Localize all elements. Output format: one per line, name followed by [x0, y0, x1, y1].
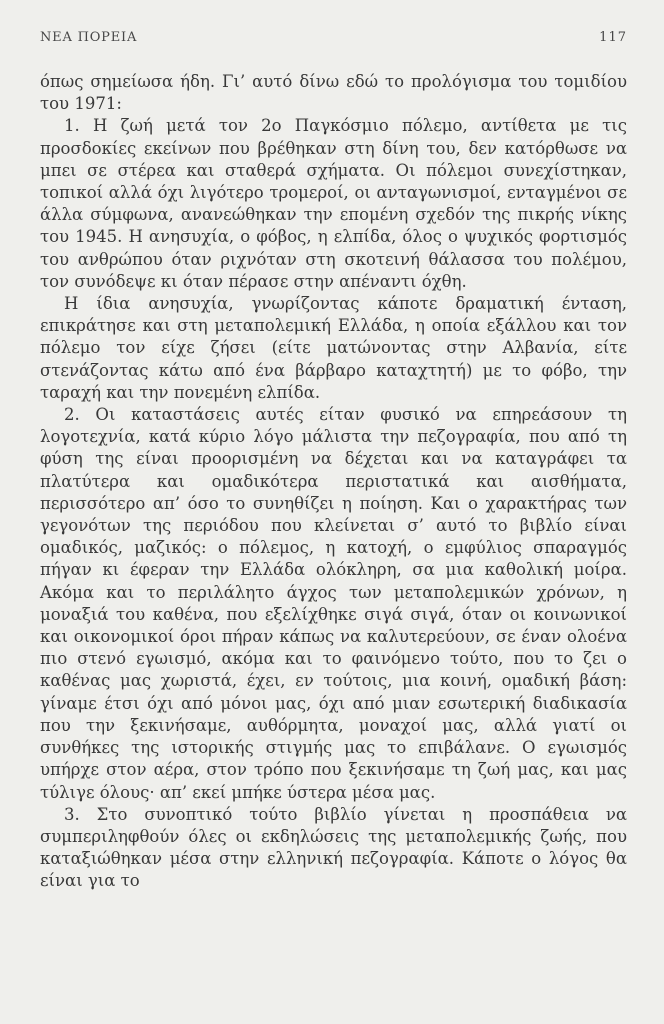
paragraph: Η ίδια ανησυχία, γνωρίζοντας κάποτε δραματική ένταση, επικράτησε και στη μεταπολεμική Ελλάδα, η οποία εξάλλου και τον πόλεμο τον είχε ζήσει (είτε ματώνοντας στην Αλβανία, είτε στενάζοντας κάτω από ένα βάρβαρο καταχτητή) με το φόβο, την ταραχή και την πονεμένη ελπίδα.: [40, 294, 627, 402]
running-head-journal-title: ΝΕΑ ΠΟΡΕΙΑ: [40, 30, 138, 45]
paragraph-numbered-1: 1. Η ζωή μετά τον 2ο Παγκόσμιο πόλεμο, αντίθετα με τις προσδοκίες εκείνων που βρέθηκαν στη δίνη του, δεν κατόρθωσε να μπει σε στέρεα και σταθερά σχήματα. Οι πόλεμοι συνεχίστηκαν, τοπικοί αλλά όχι λιγότερο τρομεροί, οι ανταγωνισμοί, ενταγμένοι σε άλλα σύμφωνα, ανανεώθηκαν την επομένη σχεδόν της πικρής νίκης του 1945. Η ανησυχία, ο φόβος, η ελπίδα, όλος ο ψυχικός φορτισμός του ανθρώπου όταν ριχνόταν στη σκοτεινή θάλασσα του πολέμου, τον συνόδεψε κι όταν πέρασε στην απέναντι όχθη.: [40, 116, 627, 291]
page-number: 117: [599, 30, 627, 45]
paragraph-continuation: όπως σημείωσα ήδη. Γι’ αυτό δίνω εδώ το προλόγισμα του τομιδίου του 1971:: [40, 72, 627, 114]
page-header: [40, 30, 627, 45]
paragraph-numbered-2: 2. Οι καταστάσεις αυτές είταν φυσικό να επηρεάσουν τη λογοτεχνία, κατά κύριο λόγο μάλιστα την πεζογραφία, που από τη φύση της είναι προορισμένη να δέχεται και να καταγράφει τα πλατύτερα και ομαδικότερα περιστατικά και αισθήματα, περισσότερο απ’ όσο το συνηθίζει η ποίηση. Και ο χαρακτήρας των γεγονότων της περιόδου που κλείνεται σ’ αυτό το βιβλίο είναι ομαδικός, μαζικός: ο πόλεμος, η κατοχή, ο εμφύλιος σπαραγμός πήγαν κι έφεραν την Ελλάδα ολόκληρη, σα μια καθολική μοίρα. Ακόμα και το περιλάλητο άγχος των μεταπολεμικών χρόνων, η μοναξιά του καθένα, που εξελίχθηκε σιγά σιγά, όταν οι κοινωνικοί και οικονομικοί όροι πήραν κάπως να καλυτερεύουν, σε έναν ολοένα πιο στενό εγωισμό, ακόμα και το φαινόμενο τούτο, που το ζει ο καθένας μας χωριστά, έχει, εν τούτοις, μια κοινή, ομαδική βάση: γίναμε έτσι όχι από μόνοι μας, όχι από μιαν εσωτερική διαδικασία που την ξεκινήσαμε, αυθόρμητα, μοναχοί μας, αλλά γιατί οι συνθήκες της ιστορικής στιγμής μας το επιβάλανε. Ο εγωισμός υπήρχε στον αέρα, στον τρόπο που ξεκινήσαμε τη ζωή μας, και μας τύλιγε όλους· απ’ εκεί μπήκε ύστερα μέσα μας.: [40, 405, 627, 802]
paragraph-numbered-3: 3. Στο συνοπτικό τούτο βιβλίο γίνεται η προσπάθεια να συμπεριληφθούν όλες οι εκδηλώσεις της μεταπολεμικής ζωής, που καταξιώθηκαν μέσα στην ελληνική πεζογραφία. Κάποτε ο λόγος θα είναι για το: [40, 804, 627, 891]
page-body: [40, 71, 627, 893]
